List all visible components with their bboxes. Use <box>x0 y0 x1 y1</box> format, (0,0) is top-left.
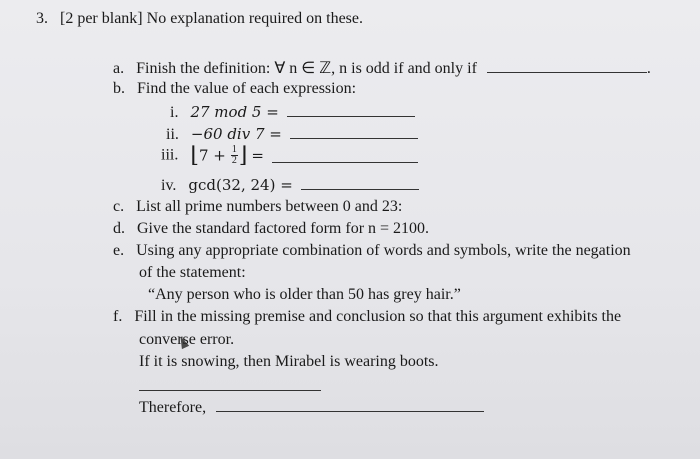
item-e <box>113 242 631 260</box>
item-b-i-label: i. <box>170 104 179 121</box>
item-e-quoted-statement: “Any person who is older than 50 has grey hair.” <box>148 286 461 303</box>
item-b-iv-label: iv. <box>161 177 177 194</box>
item-b-iii-answer-blank[interactable] <box>272 148 418 163</box>
item-d-label: d. <box>113 220 125 237</box>
item-c-text: List all prime numbers between 0 and 23: <box>136 198 403 215</box>
conclusion-blank[interactable] <box>216 397 484 412</box>
item-a-end: . <box>646 60 651 77</box>
missing-premise-blank[interactable] <box>139 376 321 391</box>
item-f-conclusion <box>139 397 484 417</box>
item-b-iii-fraction <box>231 145 238 166</box>
item-b-iii-equals: = <box>251 146 264 165</box>
item-f-missing-premise <box>139 376 321 396</box>
floor-right-bracket: ⌋ <box>238 143 248 168</box>
item-b-ii <box>166 124 418 144</box>
item-b-i-expression: 27 mod 5 = <box>190 103 279 121</box>
item-f-therefore: Therefore, <box>139 399 207 416</box>
item-b-ii-label: ii. <box>166 126 179 143</box>
item-e-text-line2: of the statement: <box>139 264 246 281</box>
item-f-label: f. <box>113 308 123 325</box>
item-d <box>113 220 429 238</box>
item-d-text: Give the standard factored form for n = 2100. <box>137 220 430 237</box>
fraction-numerator: 1 <box>231 144 237 155</box>
item-b-text: Find the value of each expression: <box>137 80 357 97</box>
item-b-ii-answer-blank[interactable] <box>290 124 418 139</box>
question-number: 3. <box>36 10 48 27</box>
item-b-ii-expression: −60 div 7 = <box>190 125 282 143</box>
item-e-text-line1: Using any appropriate combination of words and symbols, write the negation <box>136 242 631 259</box>
item-f-premise-text: If it is snowing, then Mirabel is wearing boots. <box>139 353 439 370</box>
item-e-quote <box>148 286 461 304</box>
item-b-iv-expression: gcd(32, 24) = <box>188 176 293 194</box>
item-a-text: Finish the definition: ∀ n ∈ ℤ, n is odd if and only if <box>136 60 477 77</box>
item-f-premise <box>139 353 439 371</box>
item-c <box>113 198 402 216</box>
item-c-label: c. <box>113 198 125 215</box>
item-a <box>113 58 651 78</box>
question-header <box>36 10 363 28</box>
item-e-label: e. <box>113 242 125 259</box>
item-b-label: b. <box>113 80 125 97</box>
item-b-iii <box>161 143 418 171</box>
question-instructions: [2 per blank] No explanation required on these. <box>60 10 364 27</box>
item-b-iv-answer-blank[interactable] <box>301 175 419 190</box>
item-a-label: a. <box>113 60 125 77</box>
item-f <box>113 308 621 326</box>
item-b-iv <box>161 175 419 195</box>
item-a-answer-blank[interactable] <box>487 58 647 73</box>
item-e-line2 <box>139 264 246 282</box>
floor-left-bracket: ⌊ <box>190 143 199 168</box>
item-b-i <box>170 102 415 122</box>
item-f-text-line1: Fill in the missing premise and conclusion so that this argument exhibits the <box>134 308 622 325</box>
item-b-i-answer-blank[interactable] <box>287 102 415 117</box>
item-b-iii-label: iii. <box>161 146 179 164</box>
item-b <box>113 80 356 98</box>
item-f-text-line2: converse error. <box>139 331 235 348</box>
item-b-iii-pre: 7 + <box>198 146 226 165</box>
fraction-denominator: 2 <box>231 155 237 166</box>
